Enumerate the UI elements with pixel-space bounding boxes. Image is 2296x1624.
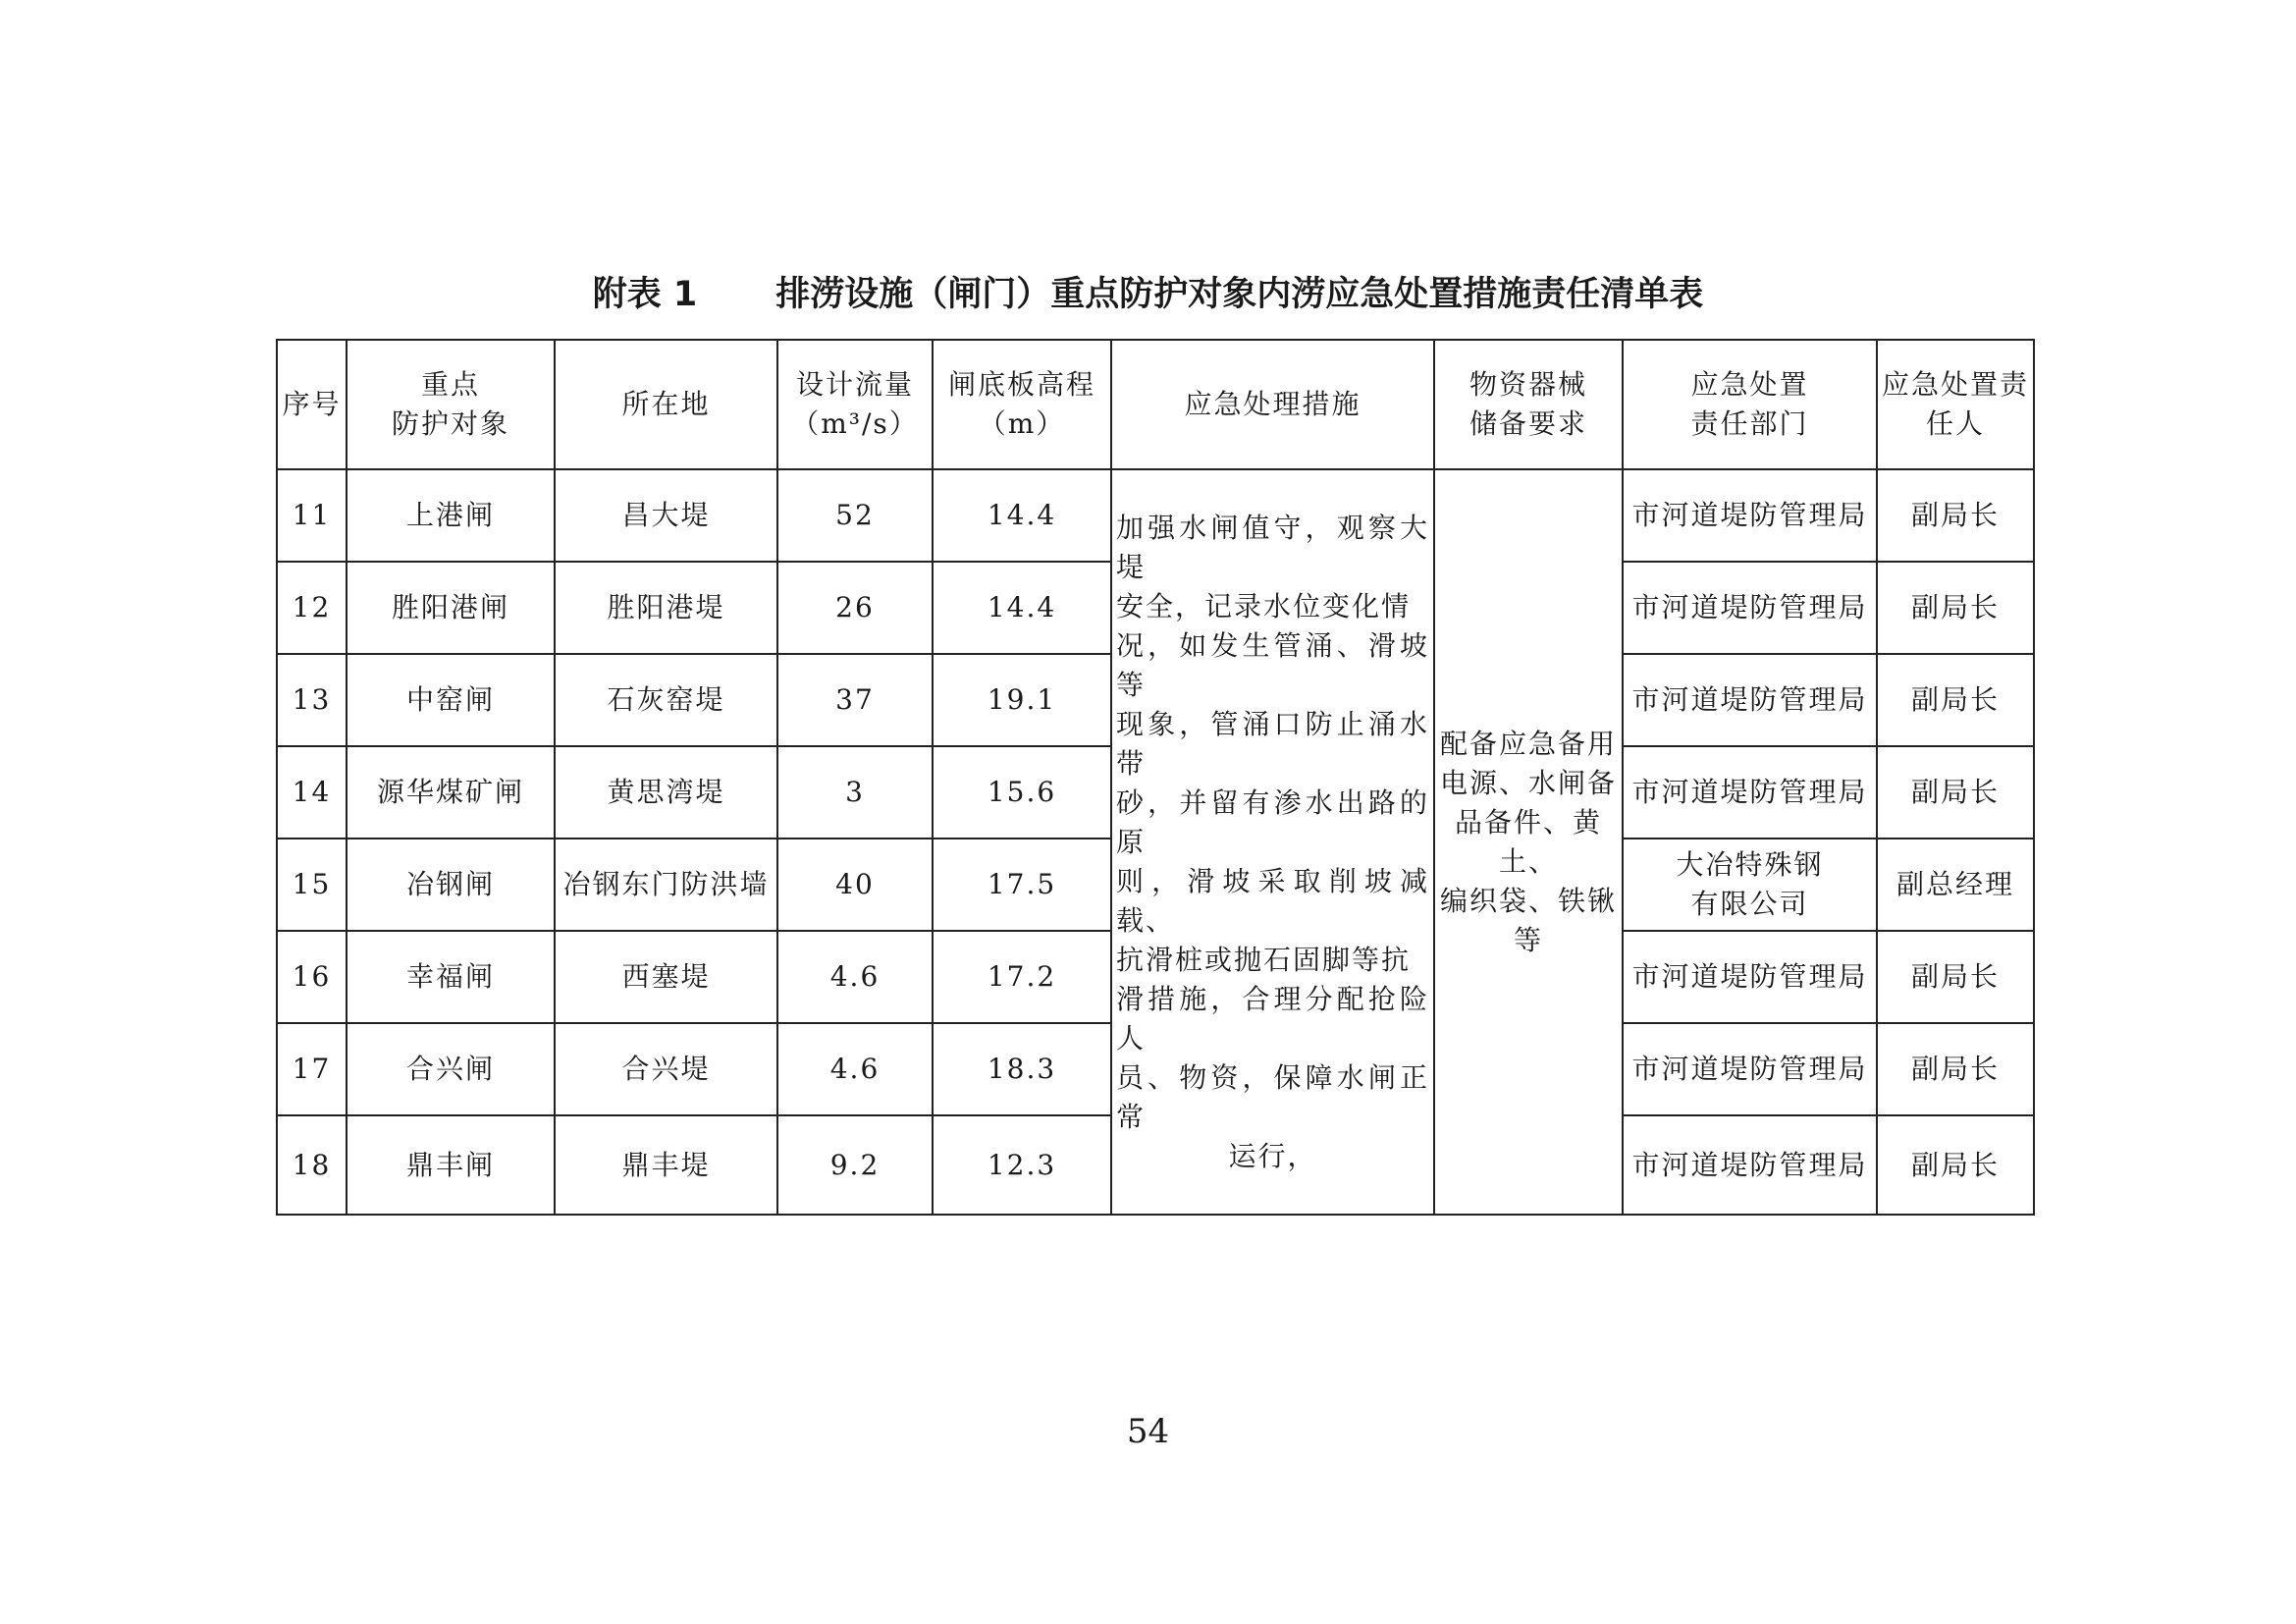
header-elevation: 闸底板高程 （m） [933,340,1111,469]
cell-department: 市河道堤防管理局 [1623,1115,1877,1215]
cell-target: 上港闸 [347,469,555,562]
cell-flow: 26 [777,562,933,654]
table-title: 排涝设施（闸门）重点防护对象内涝应急处置措施责任清单表 [775,275,1704,314]
cell-person: 副总经理 [1877,839,2034,931]
document-title [0,267,2296,322]
cell-location: 合兴堤 [555,1023,777,1115]
header-materials: 物资器械 储备要求 [1434,340,1623,469]
header-seq: 序号 [277,340,347,469]
cell-department: 市河道堤防管理局 [1623,931,1877,1023]
header-person: 应急处置责 任人 [1877,340,2034,469]
cell-flow: 4.6 [777,931,933,1023]
header-flow: 设计流量 （m³/s） [777,340,933,469]
cell-elevation: 14.4 [933,562,1111,654]
cell-department: 市河道堤防管理局 [1623,562,1877,654]
cell-flow: 9.2 [777,1115,933,1215]
cell-department: 市河道堤防管理局 [1623,1023,1877,1115]
responsibility-table [276,339,2035,1216]
cell-elevation: 19.1 [933,654,1111,746]
cell-person: 副局长 [1877,562,2034,654]
header-row [277,340,2034,469]
cell-target: 冶钢闸 [347,839,555,931]
cell-elevation: 17.2 [933,931,1111,1023]
cell-target: 胜阳港闸 [347,562,555,654]
cell-location: 黄思湾堤 [555,746,777,839]
cell-department: 市河道堤防管理局 [1623,469,1877,562]
cell-seq: 17 [277,1023,347,1115]
table-number: 附表 1 [592,275,698,314]
header-target: 重点 防护对象 [347,340,555,469]
cell-elevation: 15.6 [933,746,1111,839]
cell-materials: 配备应急备用 电源、水闸备 品备件、黄土、 编织袋、铁锹 等 [1434,469,1623,1215]
cell-elevation: 12.3 [933,1115,1111,1215]
cell-elevation: 17.5 [933,839,1111,931]
cell-department: 大冶特殊钢 有限公司 [1623,839,1877,931]
cell-target: 鼎丰闸 [347,1115,555,1215]
cell-person: 副局长 [1877,1115,2034,1215]
cell-location: 冶钢东门防洪墙 [555,839,777,931]
header-location: 所在地 [555,340,777,469]
cell-flow: 3 [777,746,933,839]
cell-location: 昌大堤 [555,469,777,562]
cell-elevation: 18.3 [933,1023,1111,1115]
table-row [277,469,2034,562]
cell-person: 副局长 [1877,1023,2034,1115]
cell-target: 合兴闸 [347,1023,555,1115]
cell-location: 西塞堤 [555,931,777,1023]
cell-seq: 15 [277,839,347,931]
cell-seq: 18 [277,1115,347,1215]
cell-seq: 16 [277,931,347,1023]
cell-target: 源华煤矿闸 [347,746,555,839]
cell-seq: 13 [277,654,347,746]
cell-flow: 52 [777,469,933,562]
cell-flow: 4.6 [777,1023,933,1115]
cell-measures: 加强水闸值守，观察大堤 安全，记录水位变化情 况，如发生管涌、滑坡等 现象，管涌口防止涌水带 砂，并留有渗水出路的原 则，滑坡采取削坡减载、 抗滑桩或抛石固脚等抗 滑措施，合理分配抢险人 员、物资，保障水闸正常 运行， [1111,469,1434,1215]
cell-target: 幸福闸 [347,931,555,1023]
cell-elevation: 14.4 [933,469,1111,562]
cell-person: 副局长 [1877,931,2034,1023]
cell-seq: 11 [277,469,347,562]
cell-seq: 12 [277,562,347,654]
cell-person: 副局长 [1877,654,2034,746]
page-number: 54 [1126,1412,1170,1451]
header-measures: 应急处理措施 [1111,340,1434,469]
cell-target: 中窑闸 [347,654,555,746]
header-department: 应急处置 责任部门 [1623,340,1877,469]
cell-location: 鼎丰堤 [555,1115,777,1215]
cell-person: 副局长 [1877,746,2034,839]
cell-department: 市河道堤防管理局 [1623,746,1877,839]
cell-person: 副局长 [1877,469,2034,562]
cell-flow: 37 [777,654,933,746]
cell-location: 石灰窑堤 [555,654,777,746]
cell-flow: 40 [777,839,933,931]
cell-location: 胜阳港堤 [555,562,777,654]
cell-department: 市河道堤防管理局 [1623,654,1877,746]
cell-seq: 14 [277,746,347,839]
